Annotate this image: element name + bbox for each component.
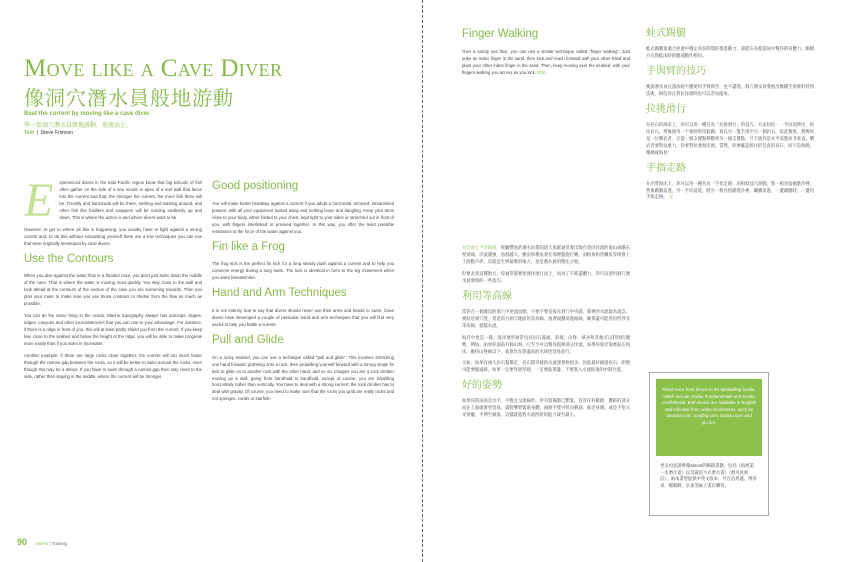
zh-intro-paragraph-2: 但要去到這種地方，你通常都要逆強洋流行而上，而為了不耗盡體力，你可以使用洞穴潛水員發明的一些技巧。 [462,270,630,283]
heading-hand-and-arm: Hand and Arm Techniques [212,287,347,300]
heading-good-positioning: Good positioning [212,180,299,192]
article-title-en: Move like a Cave Diver [24,55,283,82]
drop-cap: E [24,174,54,227]
pull-paragraph: On a rocky seabed, you can use a technique called "pull and glide". This involves stretching one hand forward, grabbing onto a rock, then propelling yourself forward with a strong single fin kick to glide on to another rock with the other hand, and so on. Imagine you are a rock climber moving up a wall, going from handhold to handhold, except of course, you are travelling horizontally rather than vertically. You have to deal with a strong current; the rock climber has to deal with gravity. Of course, you need to make sure that the rocks you grab are really rocks and not sponges, corals or starfish! [212,354,394,402]
heading-finger-walking: Finger Walking [462,28,539,40]
author-sidebar [649,372,769,516]
frog-paragraph: The frog kick is the perfect fin kick for a long steady push against a current and to help you conserve energy during a long swim. The kick is identical in form to the leg movement when you swim breaststroke. [212,261,394,281]
zh-pull-paragraph: 在岩石的海床上，你可以用一種名為「拉挑滑行」的技巧。方法包括：一手向前伸出，抓住岩石，然後使用一下強勁單次蛙踢，再以另一隻手滑至另一個岩石，依此類推。想像你是一位攀岩者，正從一個支撐點移動到另一個支撐點，只不過你是水平前進而非垂直。攀岩者要對抗重力，你要對抗強勁洋流。當然，你要確認抓住的是真的岩石，而不是海綿、珊瑚或海星！ [646,121,814,155]
zh-intro-paragraph: 在印度太平洋區域，經驗豐富的潛水員都知道大魚群通常會出現在迎向洋流的海山或礁石壁頂端，洋流越強，魚群越大。鰺魚和梭魚會在那裡盤旋打轉，而梅魚和笛鯛魚等則會上下游動不停。這就是生物最聚的地方，也是潛水員的嚮往之地。 [462,245,631,264]
contours-paragraph-2: You can do the same thing in the ocean. Marine topography always has outcrops, slopes, ridges, canyons and other inconsistencies that you can use to your advantage. For instance, if there is a ridge in front of you, this will at least partly shield you from the current. If you keep low, close to the seabed and below the height of the ridge, you will be able to make progress more easily than if you swim in mid-water. [24,313,202,346]
zh-hand-paragraph: 要說潛水員在游泳絕不應使用手臂與手，也不盡然。洞穴潛水員發展出幾種手與臂的特別技術，相信你在對抗洋流時也可以善加運用。 [646,83,814,96]
left-page [0,0,422,562]
heading-pull-and-glide: Pull and Glide [212,333,284,346]
contours-paragraph-3: Another example: if there are large rocks close together, the current will run much faster through the narrow gap between the rocks, so it will be better to swim around the rocks, even though this may be a detour. If you have to swim through a narrow gap then stay close to the side, rather than staying in the middle, where the current will be stronger. [24,352,202,379]
deck-zh: 學一套洞穴潛水員般地游動，迎流而上。 [24,123,133,129]
heading-zh-hand: 手與臂的技巧 [646,65,706,77]
heading-use-the-contours: Use the Contours [24,252,114,265]
zh-position-paragraph: 如果你的泳姿是水平、平衡且呈流線形，所有裝備都已繫緊，沒有任何鬆散、懸掛的部分而在上面就會更容易。盡將雙臂緊貼身體，兩條手臂可折向胸前、貼近身側，或是手指交叉併攏、平伸至頭前。這樣就能將水流所給的阻力減至最小。 [462,398,630,418]
zh-contours-paragraph-3: 又如，如果有兩大岩石緊鄰近，岩石間窄縫的水流速會快很多，因此最好繞過岩石，即便可能要繞遠路。如果一定要穿過窄縫，一定要貼著邊，不要進入水流較強的中間位置。 [462,360,630,373]
article-title-zh: 像洞穴潛水員般地游動 [24,86,234,110]
page-number: 90 [17,537,28,547]
right-column-1 [462,28,630,82]
heading-zh-frog: 蛙式踢腿 [646,28,686,39]
sidebar-zh: 更多內容請參閱Simon的暢銷書籍，包括《海底第一本潛水書》以及露因力式潛水書》《潛水員密信》，兩本書皆提供中英文版本，可在亞馬遜、博客來、噹噹網、京東等線上書店購買。 [660,463,757,488]
intro-paragraph-2: However, to get to where all this is happening, you usually have to fight against a strong current and, to do this without exhausting yourself there are a few techniques you can use that were originally developed by cave divers. [24,226,202,246]
right-column-zh-1 [462,245,630,424]
left-column-1 [24,174,202,386]
byline-author: Steve Frimson [40,130,74,136]
hand-paragraph: It is not entirely true to say that divers should never use their arms and hands to swim. Cave divers have developed a couple of particular hand and arm techniques that you will find very useful to help you battle a current. [212,308,394,327]
zh-contours-paragraph-2: 海洋中也是一樣。海洋地形通常包括岩石露頭、斜坡、山脊、峽谷和其他可以利用的優勢。例如，如果你面前有條山脊，它至少可以幫你擋掉部分洋流。如果你靠近海底貼在海床，維持山脊線以下，就會比在游溫高的水域更容易前行。 [462,334,630,354]
folio-divider: | [49,541,51,546]
zh-frog-paragraph: 蛙式踢腿最適合逆流中穩定而長時間的推進動力，還能在長程游泳中幫你節省體力。踢腿方式與蛙泳時的腿部動作相同。 [646,46,814,58]
left-column-2 [212,180,394,408]
heading-zh-contours: 利用等高線 [462,290,512,302]
zh-end-mark: 完 [668,194,673,200]
magazine-name: ASIAN [35,541,49,546]
heading-fin-like-a-frog: Fin like a Frog [212,240,285,253]
intro-paragraph: E xperienced divers in the Indo-Pacific region know that big schools of fish often gather on the side of a sea mount or apex of a reef wall that faces into the current and that, the stronger the current, the more fish there will be. Trevally and barracuda will be there, swirling and twisting around, and other fish like fusiliers and snappers will be running endlessly up and down. This is where the action is and where divers want to be. [24,174,202,227]
finger-paragraph: Over a sandy sea floor, you can use a similar technique called "finger walking". Just poke an index finger in the sand, then kick and reach forward with your other hand and plant your other index finger in the sand. Then, keep moving over the seabed, with your fingers walking you across as you kick. END [462,48,630,75]
byline: Text | Steve Frimson [24,130,74,136]
contours-paragraph-1: When you dive against the water flow in a flooded cave, you don't just swim down the middle of the cave. That is where the water is moving most quickly. You stay close to the wall and look ahead at the contours of the section of the cave you are swimming towards. Then you plan your route to make sure you use those contours to shelter from the flow as much as possible. [24,273,202,307]
zh-contours-paragraph-1: 當你在一個淹沒的洞穴中逆流而動，不要不要直接在洞穴中央游。那裡的水流最為湍急。要貼近洞穴壁，留意前方洞穴地區的等高線。接著規劃前進路線，確保盡可能善用所涉及等高線，抵擋水流。 [462,308,630,328]
right-column-zh-2 [646,28,814,206]
heading-zh-position: 好的姿勢 [462,380,502,392]
heading-zh-finger: 手指走路 [646,162,686,174]
byline-label: Text [24,130,34,136]
right-page [424,0,846,562]
position-paragraph: You will make better headway against a current if you adopt a horizontal, trimmed, streamlined posture, with all your equipment tucked away and nothing loose and dangling. Keep your arms close to your body, either folded to your chest, kept tight to your sides or stretched out in front of you, with fingers interlinked or pressed together. In this way, you offer the least possible resistance to the force of the water against you. [212,200,394,234]
folio [17,537,67,547]
heading-zh-pull: 拉挑滑行 [646,103,686,115]
deck-en: Beat the current by moving like a cave diver. [24,111,151,117]
zh-finger-paragraph: 在沙質海床上，你可以用一種名為「手指走路」的相似技巧游動。將一根食指插進沙裡，然後踢腿前進，另一手向前延，將另一根食指插進沙裡。繼續前進，一邊踢腿時，一邊用手指走路。 完 [646,180,814,200]
sidebar-en: Read more from Simon in his bestselling books, which include Scuba Fundamentals and Scuba Confidential. Both books are available in English and Chinese from online bookstores, such as amazon.com, tongbig.com, taobao.com and jd.com. [656,379,762,456]
section-name: Training [51,541,67,546]
end-mark: END [537,69,547,75]
